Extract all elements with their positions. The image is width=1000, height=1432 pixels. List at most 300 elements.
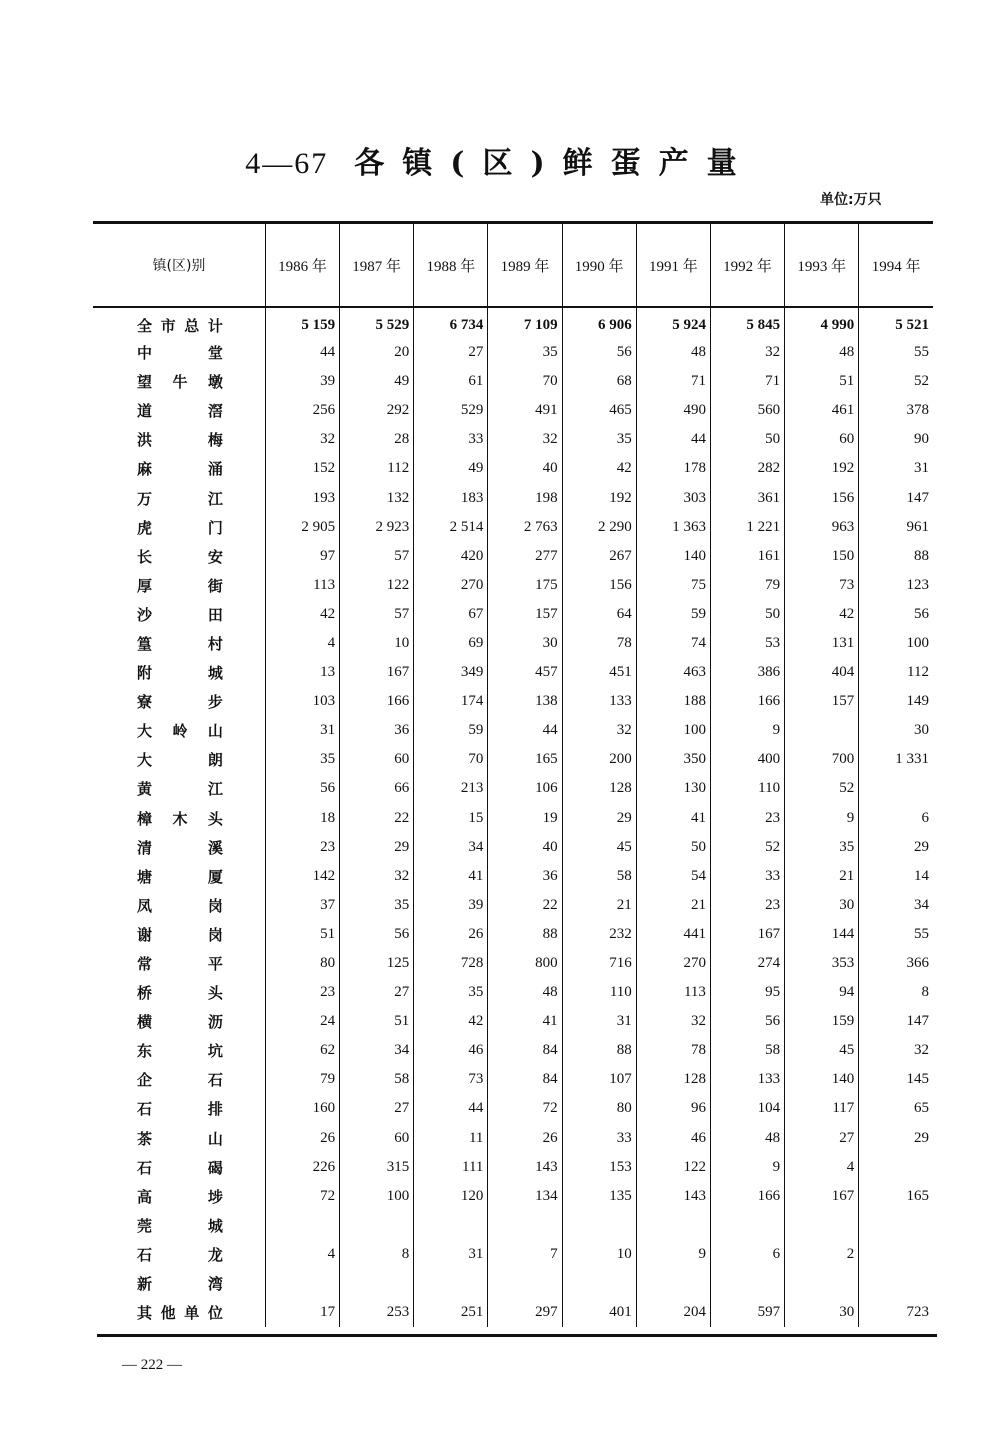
cell-value: 66	[340, 774, 414, 803]
row-town-name: 沙田	[137, 605, 223, 624]
cell-value: 96	[636, 1094, 710, 1123]
row-town-name: 道滘	[137, 402, 223, 421]
cell-value: 58	[340, 1065, 414, 1094]
table-row	[93, 1007, 933, 1036]
cell-value	[785, 1211, 859, 1240]
cell-value: 1 363	[636, 513, 710, 542]
row-town-name: 洪梅	[137, 431, 223, 450]
cell-value	[340, 1269, 414, 1298]
cell-value: 270	[414, 571, 488, 600]
cell-value	[785, 1269, 859, 1298]
table-title: 各镇(区)鲜蛋产量	[354, 146, 755, 181]
cell-value: 79	[710, 571, 784, 600]
cell-value: 728	[414, 949, 488, 978]
cell-value: 74	[636, 629, 710, 658]
cell-value: 42	[562, 454, 636, 483]
cell-value: 282	[710, 454, 784, 483]
cell-value: 51	[785, 367, 859, 396]
cell-value	[562, 1269, 636, 1298]
table-row	[93, 1211, 933, 1240]
cell-value: 70	[414, 745, 488, 774]
table-row	[93, 571, 933, 600]
cell-value: 2 923	[340, 513, 414, 542]
cell-value: 29	[562, 804, 636, 833]
cell-value: 213	[414, 774, 488, 803]
page-title	[0, 138, 1000, 182]
cell-value: 45	[562, 833, 636, 862]
cell-value: 297	[488, 1298, 562, 1327]
table-number: 4—67	[245, 147, 329, 180]
header-year: 1990 年	[562, 224, 636, 306]
unit-label: 单位:万只	[820, 192, 882, 208]
table-row	[93, 774, 933, 803]
table-row	[93, 1036, 933, 1065]
cell-value: 64	[562, 600, 636, 629]
cell-value: 33	[414, 425, 488, 454]
cell-value: 198	[488, 483, 562, 512]
header-year: 1994 年	[859, 224, 933, 306]
cell-value: 529	[414, 396, 488, 425]
cell-value: 48	[785, 338, 859, 367]
cell-value: 52	[859, 367, 933, 396]
cell-value: 123	[859, 571, 933, 600]
table-row	[93, 949, 933, 978]
cell-value: 94	[785, 978, 859, 1007]
cell-value: 723	[859, 1298, 933, 1327]
cell-value: 404	[785, 658, 859, 687]
table-header-row	[93, 224, 933, 306]
cell-value: 78	[636, 1036, 710, 1065]
cell-value: 150	[785, 542, 859, 571]
table-row	[93, 920, 933, 949]
header-year: 1986 年	[265, 224, 339, 306]
cell-value: 134	[488, 1182, 562, 1211]
cell-value: 11	[414, 1124, 488, 1153]
cell-value: 88	[562, 1036, 636, 1065]
row-town-name: 石龙	[137, 1245, 223, 1264]
cell-value: 153	[562, 1153, 636, 1182]
table-row	[93, 833, 933, 862]
cell-value: 31	[414, 1240, 488, 1269]
row-town-name: 新湾	[137, 1275, 223, 1294]
cell-value: 88	[488, 920, 562, 949]
cell-value: 420	[414, 542, 488, 571]
cell-value: 112	[340, 454, 414, 483]
cell-value: 8	[859, 978, 933, 1007]
cell-value	[340, 1211, 414, 1240]
table-row	[93, 862, 933, 891]
cell-value: 33	[710, 862, 784, 891]
cell-value: 138	[488, 687, 562, 716]
cell-value	[859, 774, 933, 803]
cell-value: 7	[488, 1240, 562, 1269]
cell-value: 23	[710, 891, 784, 920]
cell-value: 55	[859, 920, 933, 949]
row-town-name: 石排	[137, 1100, 223, 1119]
cell-value: 5 529	[340, 306, 414, 338]
cell-value: 167	[785, 1182, 859, 1211]
cell-value: 143	[636, 1182, 710, 1211]
cell-value: 112	[859, 658, 933, 687]
cell-value: 147	[859, 483, 933, 512]
cell-value: 349	[414, 658, 488, 687]
cell-value: 167	[710, 920, 784, 949]
cell-value: 56	[859, 600, 933, 629]
cell-value	[488, 1269, 562, 1298]
cell-value: 36	[340, 716, 414, 745]
cell-value: 5 845	[710, 306, 784, 338]
table-row	[93, 1153, 933, 1182]
cell-value: 48	[488, 978, 562, 1007]
cell-value: 204	[636, 1298, 710, 1327]
table-row	[93, 367, 933, 396]
cell-value: 35	[785, 833, 859, 862]
row-town-name: 企石	[137, 1071, 223, 1090]
cell-value: 80	[562, 1094, 636, 1123]
cell-value	[265, 1211, 339, 1240]
cell-value: 95	[710, 978, 784, 1007]
cell-value: 58	[562, 862, 636, 891]
cell-value: 27	[414, 338, 488, 367]
header-town: 镇(区)别	[152, 258, 206, 274]
cell-value: 90	[859, 425, 933, 454]
cell-value: 378	[859, 396, 933, 425]
table-row	[93, 978, 933, 1007]
cell-value: 37	[265, 891, 339, 920]
cell-value: 2 514	[414, 513, 488, 542]
row-town-name: 樟木头	[137, 809, 223, 828]
cell-value: 100	[340, 1182, 414, 1211]
cell-value: 441	[636, 920, 710, 949]
cell-value: 183	[414, 483, 488, 512]
table-row	[93, 338, 933, 367]
cell-value: 156	[785, 483, 859, 512]
cell-value: 30	[785, 891, 859, 920]
cell-value: 32	[340, 862, 414, 891]
cell-value: 79	[265, 1065, 339, 1094]
cell-value: 463	[636, 658, 710, 687]
cell-value: 69	[414, 629, 488, 658]
cell-value: 193	[265, 483, 339, 512]
cell-value: 17	[265, 1298, 339, 1327]
cell-value: 30	[859, 716, 933, 745]
cell-value: 104	[710, 1094, 784, 1123]
table-row	[93, 629, 933, 658]
cell-value: 457	[488, 658, 562, 687]
row-town-name: 中堂	[137, 344, 223, 363]
cell-value: 4	[265, 1240, 339, 1269]
row-town-name: 大朗	[137, 751, 223, 770]
egg-production-table	[93, 224, 933, 1327]
row-town-name: 清溪	[137, 838, 223, 857]
cell-value: 72	[488, 1094, 562, 1123]
cell-value: 71	[636, 367, 710, 396]
cell-value: 56	[710, 1007, 784, 1036]
cell-value: 166	[710, 687, 784, 716]
cell-value: 4	[265, 629, 339, 658]
cell-value: 6 906	[562, 306, 636, 338]
cell-value: 130	[636, 774, 710, 803]
table-row	[93, 513, 933, 542]
cell-value: 22	[340, 804, 414, 833]
cell-value: 10	[340, 629, 414, 658]
cell-value: 41	[636, 804, 710, 833]
cell-value: 36	[488, 862, 562, 891]
cell-value: 8	[340, 1240, 414, 1269]
cell-value: 27	[340, 978, 414, 1007]
table-row	[93, 716, 933, 745]
cell-value	[710, 1269, 784, 1298]
cell-value: 32	[562, 716, 636, 745]
cell-value: 128	[636, 1065, 710, 1094]
cell-value: 157	[785, 687, 859, 716]
cell-value: 34	[859, 891, 933, 920]
cell-value: 353	[785, 949, 859, 978]
row-town-name: 常平	[137, 955, 223, 974]
cell-value: 42	[785, 600, 859, 629]
cell-value: 125	[340, 949, 414, 978]
cell-value: 132	[340, 483, 414, 512]
cell-value: 156	[562, 571, 636, 600]
cell-value: 27	[785, 1124, 859, 1153]
cell-value: 9	[710, 716, 784, 745]
cell-value: 9	[636, 1240, 710, 1269]
cell-value	[859, 1240, 933, 1269]
table-row	[93, 687, 933, 716]
cell-value: 40	[488, 833, 562, 862]
cell-value: 461	[785, 396, 859, 425]
table-row	[93, 454, 933, 483]
cell-value: 19	[488, 804, 562, 833]
cell-value: 26	[265, 1124, 339, 1153]
cell-value: 192	[562, 483, 636, 512]
cell-value: 62	[265, 1036, 339, 1065]
cell-value: 133	[710, 1065, 784, 1094]
cell-value: 58	[710, 1036, 784, 1065]
row-town-name: 全市总计	[137, 316, 223, 335]
cell-value: 165	[859, 1182, 933, 1211]
cell-value: 560	[710, 396, 784, 425]
cell-value: 315	[340, 1153, 414, 1182]
cell-value: 88	[859, 542, 933, 571]
row-town-name: 茶山	[137, 1129, 223, 1148]
cell-value: 2 905	[265, 513, 339, 542]
table-row	[93, 1094, 933, 1123]
header-year: 1993 年	[785, 224, 859, 306]
cell-value: 32	[488, 425, 562, 454]
cell-value: 15	[414, 804, 488, 833]
cell-value: 35	[562, 425, 636, 454]
cell-value: 61	[414, 367, 488, 396]
cell-value: 128	[562, 774, 636, 803]
cell-value: 67	[414, 600, 488, 629]
cell-value: 29	[340, 833, 414, 862]
cell-value: 42	[414, 1007, 488, 1036]
cell-value: 107	[562, 1065, 636, 1094]
row-town-name: 凤岗	[137, 896, 223, 915]
cell-value: 144	[785, 920, 859, 949]
row-town-name: 虎门	[137, 518, 223, 537]
cell-value: 73	[785, 571, 859, 600]
cell-value: 135	[562, 1182, 636, 1211]
cell-value: 292	[340, 396, 414, 425]
cell-value: 41	[414, 862, 488, 891]
cell-value: 110	[562, 978, 636, 1007]
row-town-name: 大岭山	[137, 722, 223, 741]
header-year: 1992 年	[710, 224, 784, 306]
cell-value: 49	[340, 367, 414, 396]
cell-value: 34	[340, 1036, 414, 1065]
cell-value: 27	[340, 1094, 414, 1123]
cell-value: 253	[340, 1298, 414, 1327]
cell-value: 55	[859, 338, 933, 367]
cell-value: 26	[488, 1124, 562, 1153]
cell-value: 71	[710, 367, 784, 396]
cell-value: 32	[265, 425, 339, 454]
cell-value: 84	[488, 1036, 562, 1065]
cell-value: 84	[488, 1065, 562, 1094]
cell-value: 700	[785, 745, 859, 774]
cell-value: 50	[710, 600, 784, 629]
table-row	[93, 600, 933, 629]
cell-value	[859, 1153, 933, 1182]
cell-value: 350	[636, 745, 710, 774]
cell-value: 465	[562, 396, 636, 425]
table-row	[93, 891, 933, 920]
cell-value: 13	[265, 658, 339, 687]
cell-value: 49	[414, 454, 488, 483]
cell-value: 52	[710, 833, 784, 862]
table-row	[93, 1269, 933, 1298]
cell-value: 226	[265, 1153, 339, 1182]
cell-value: 31	[265, 716, 339, 745]
cell-value: 39	[414, 891, 488, 920]
cell-value: 274	[710, 949, 784, 978]
cell-value: 165	[488, 745, 562, 774]
cell-value: 68	[562, 367, 636, 396]
page-number: — 222 —	[122, 1357, 182, 1373]
cell-value: 140	[785, 1065, 859, 1094]
cell-value: 6 734	[414, 306, 488, 338]
cell-value: 35	[414, 978, 488, 1007]
cell-value: 303	[636, 483, 710, 512]
cell-value: 491	[488, 396, 562, 425]
cell-value: 6	[710, 1240, 784, 1269]
cell-value	[562, 1211, 636, 1240]
cell-value: 111	[414, 1153, 488, 1182]
cell-value: 9	[785, 804, 859, 833]
cell-value: 113	[636, 978, 710, 1007]
cell-value: 31	[562, 1007, 636, 1036]
row-town-name: 长安	[137, 547, 223, 566]
cell-value: 133	[562, 687, 636, 716]
cell-value: 60	[785, 425, 859, 454]
cell-value: 34	[414, 833, 488, 862]
cell-value: 32	[859, 1036, 933, 1065]
row-town-name: 篁村	[137, 634, 223, 653]
cell-value: 35	[488, 338, 562, 367]
cell-value: 963	[785, 513, 859, 542]
cell-value: 23	[710, 804, 784, 833]
cell-value: 57	[340, 542, 414, 571]
cell-value: 54	[636, 862, 710, 891]
table-row	[93, 658, 933, 687]
cell-value: 48	[710, 1124, 784, 1153]
cell-value: 2	[785, 1240, 859, 1269]
cell-value: 21	[785, 862, 859, 891]
cell-value: 192	[785, 454, 859, 483]
cell-value: 44	[636, 425, 710, 454]
table-row	[93, 1298, 933, 1327]
cell-value: 44	[414, 1094, 488, 1123]
cell-value: 188	[636, 687, 710, 716]
cell-value: 142	[265, 862, 339, 891]
cell-value: 65	[859, 1094, 933, 1123]
cell-value: 4	[785, 1153, 859, 1182]
cell-value: 51	[340, 1007, 414, 1036]
cell-value: 26	[414, 920, 488, 949]
cell-value: 10	[562, 1240, 636, 1269]
cell-value: 400	[710, 745, 784, 774]
row-town-name: 高埗	[137, 1187, 223, 1206]
header-year: 1991 年	[636, 224, 710, 306]
cell-value: 106	[488, 774, 562, 803]
cell-value: 149	[859, 687, 933, 716]
cell-value: 44	[265, 338, 339, 367]
cell-value: 24	[265, 1007, 339, 1036]
cell-value: 75	[636, 571, 710, 600]
cell-value: 143	[488, 1153, 562, 1182]
table-row	[93, 542, 933, 571]
cell-value: 270	[636, 949, 710, 978]
table-row	[93, 425, 933, 454]
cell-value: 41	[488, 1007, 562, 1036]
table-row	[93, 1124, 933, 1153]
row-town-name: 黄江	[137, 780, 223, 799]
cell-value	[859, 1269, 933, 1298]
cell-value	[785, 716, 859, 745]
cell-value: 597	[710, 1298, 784, 1327]
cell-value: 59	[414, 716, 488, 745]
cell-value: 5 521	[859, 306, 933, 338]
cell-value: 46	[636, 1124, 710, 1153]
cell-value: 251	[414, 1298, 488, 1327]
cell-value: 72	[265, 1182, 339, 1211]
cell-value: 152	[265, 454, 339, 483]
cell-value: 232	[562, 920, 636, 949]
cell-value: 157	[488, 600, 562, 629]
cell-value: 361	[710, 483, 784, 512]
header-year: 1987 年	[340, 224, 414, 306]
cell-value	[488, 1211, 562, 1240]
row-town-name: 其他单位	[137, 1304, 223, 1323]
cell-value: 113	[265, 571, 339, 600]
cell-value: 200	[562, 745, 636, 774]
cell-value: 53	[710, 629, 784, 658]
cell-value: 145	[859, 1065, 933, 1094]
cell-value: 110	[710, 774, 784, 803]
row-town-name: 厚街	[137, 576, 223, 595]
cell-value: 120	[414, 1182, 488, 1211]
cell-value: 131	[785, 629, 859, 658]
cell-value: 961	[859, 513, 933, 542]
row-town-name: 横沥	[137, 1013, 223, 1032]
cell-value: 800	[488, 949, 562, 978]
cell-value: 45	[785, 1036, 859, 1065]
cell-value: 401	[562, 1298, 636, 1327]
table-bottom-rule	[97, 1334, 937, 1337]
cell-value: 267	[562, 542, 636, 571]
